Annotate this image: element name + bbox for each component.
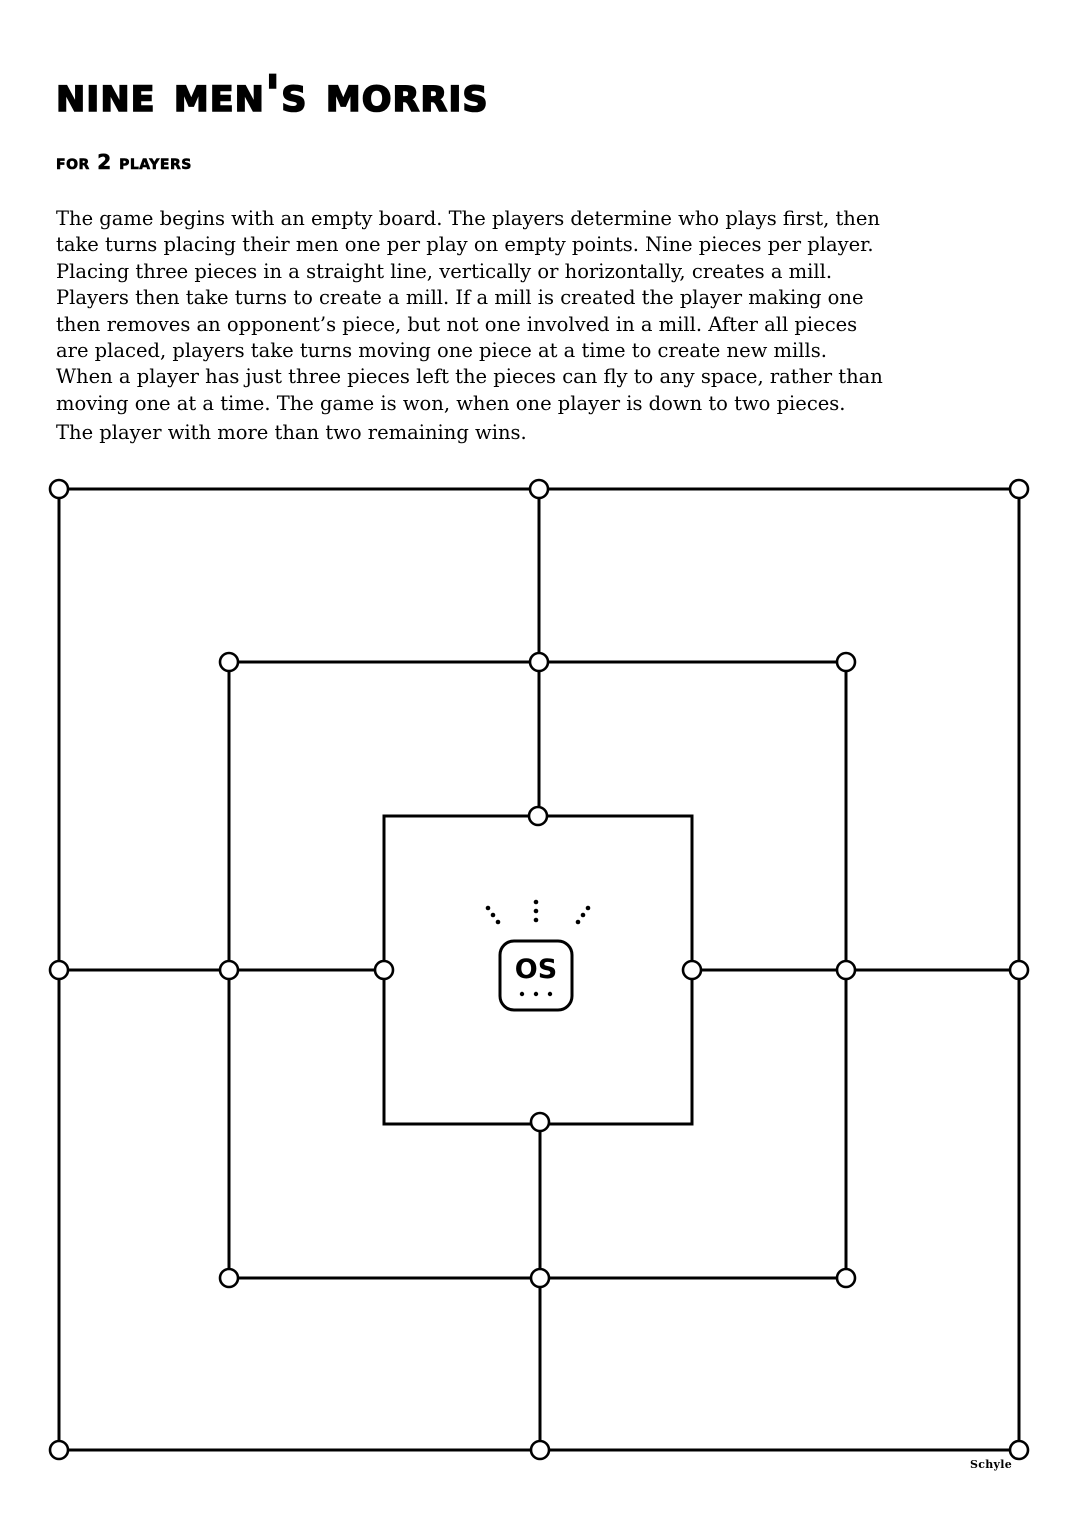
logo-dot (548, 992, 552, 996)
player-count-subtitle: for 2 players (56, 150, 192, 174)
sparkle-dot (486, 906, 491, 911)
rules-line: The game begins with an empty board. The players determine who plays first, then (56, 207, 880, 230)
board-point[interactable] (531, 1441, 549, 1459)
board-point[interactable] (220, 653, 238, 671)
sparkle-dot (576, 920, 581, 925)
page-title: nine men's morris (56, 65, 489, 123)
sparkle-dot (586, 906, 591, 911)
rules-line: then removes an opponent’s piece, but not one involved in a mill. After all pieces (56, 312, 858, 336)
board-point[interactable] (375, 961, 393, 979)
board-point[interactable] (50, 1441, 68, 1459)
board-point[interactable] (1010, 1441, 1028, 1459)
board-point[interactable] (220, 961, 238, 979)
sparkle-dot (534, 909, 539, 914)
board-point[interactable] (220, 1269, 238, 1287)
rules-line: moving one at a time. The game is won, when one player is down to two pieces. (56, 391, 846, 415)
sparkle-dot (581, 913, 586, 918)
board-point[interactable] (837, 961, 855, 979)
board-point[interactable] (530, 653, 548, 671)
logo-text: OS (514, 954, 558, 985)
sparkle-dot (496, 920, 501, 925)
rules-line: When a player has just three pieces left the pieces can fly to any space, rather than (56, 365, 883, 389)
logo-dot (520, 992, 524, 996)
artist-signature: Schyle (970, 1458, 1013, 1471)
board-point[interactable] (837, 653, 855, 671)
sparkle-dot (534, 918, 539, 923)
board-point[interactable] (531, 1269, 549, 1287)
board-point[interactable] (1010, 480, 1028, 498)
rules-line: Placing three pieces in a straight line, vertically or horizontally, creates a mill. (56, 259, 833, 283)
board-point[interactable] (683, 961, 701, 979)
board-point[interactable] (529, 807, 547, 825)
board-point[interactable] (1010, 961, 1028, 979)
board-point[interactable] (837, 1269, 855, 1287)
logo-dot (534, 992, 538, 996)
sparkle-dot (491, 913, 496, 918)
sparkle-dot (534, 900, 539, 905)
board-point[interactable] (531, 1113, 549, 1131)
board-point[interactable] (50, 480, 68, 498)
rules-line: are placed, players take turns moving one piece at a time to create new mills. (56, 339, 827, 363)
rules-line: take turns placing their men one per play on empty points. Nine pieces per player. (56, 233, 874, 257)
rules-line: The player with more than two remaining wins. (56, 421, 527, 445)
board-point[interactable] (530, 480, 548, 498)
os-logo (486, 900, 591, 1010)
board-point[interactable] (50, 961, 68, 979)
rules-line: Players then take turns to create a mill. If a mill is created the player making one (56, 286, 864, 310)
